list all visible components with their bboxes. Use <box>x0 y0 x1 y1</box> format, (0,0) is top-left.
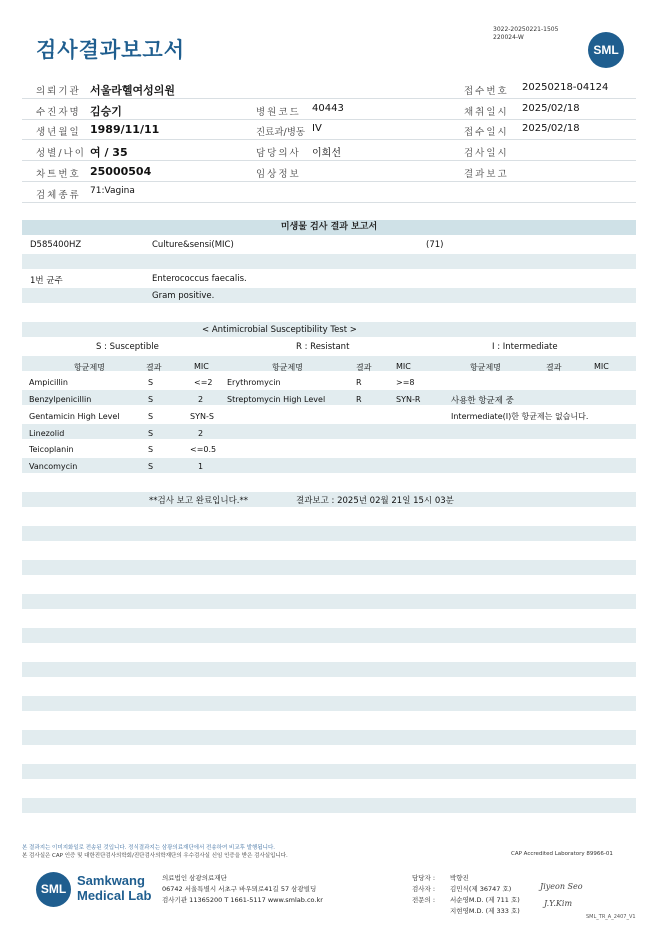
legend-susceptible: S : Susceptible <box>96 342 159 352</box>
col-mic-mid: MIC <box>396 362 411 371</box>
report-time: 결과보고 : 2025년 02월 21일 15시 03분 <box>296 496 454 506</box>
col-result-mid: 결과 <box>356 363 372 372</box>
institution-value: 서울라헬여성의원 <box>90 84 176 97</box>
sml-logo-bottom: SML <box>36 872 71 907</box>
sex-age-label: 성별/나이 <box>36 148 86 159</box>
band <box>22 628 636 643</box>
signature-1: Jiyeon Seo <box>540 882 583 891</box>
intermediate-note-1: 사용한 항균제 중 <box>451 396 514 406</box>
doctor-label: 담당의사 <box>256 148 301 159</box>
section-title: 미생물 검사 결과 보고서 <box>280 222 378 232</box>
band <box>22 254 636 269</box>
info-row-3 <box>22 120 636 140</box>
col-mic-left: MIC <box>194 362 209 371</box>
band <box>22 730 636 745</box>
band <box>22 526 636 541</box>
col-mic-right: MIC <box>594 362 609 371</box>
receipt-no-value: 20250218-04124 <box>522 82 609 93</box>
band <box>22 696 636 711</box>
test-number: (71) <box>426 240 444 250</box>
report-complete: **검사 보고 완료입니다.** <box>149 496 249 506</box>
organism-label: 1번 균주 <box>30 276 63 286</box>
organism-name: Enterococcus faecalis. <box>152 274 247 284</box>
specialist-value-2: 지현영M.D. (제 333 호) <box>450 907 520 915</box>
sex-age-value: 여 / 35 <box>90 146 128 159</box>
logo-line2: Medical Lab <box>77 888 152 903</box>
exam-date-label: 검사일시 <box>464 148 509 159</box>
drug-result: S <box>148 395 154 404</box>
band <box>22 356 636 371</box>
test-name: Culture&sensi(MIC) <box>152 240 234 250</box>
drug-result: S <box>148 445 154 454</box>
col-result-left: 결과 <box>146 363 162 372</box>
drug-mic: SYN-R <box>396 395 421 404</box>
drug-mic: 1 <box>198 462 204 471</box>
info-row-6 <box>22 183 636 203</box>
band <box>22 458 636 473</box>
info-row-4 <box>22 141 636 161</box>
report-label: 결과보고 <box>464 169 509 180</box>
col-drug-left: 항균제명 <box>74 363 105 372</box>
reception-value: 2025/02/18 <box>522 123 580 134</box>
col-result-right: 결과 <box>546 363 562 372</box>
drug-mic: SYN-S <box>190 412 214 421</box>
drug-result: R <box>356 378 362 387</box>
info-row-2 <box>22 100 636 120</box>
drug-name: Gentamicin High Level <box>29 412 120 421</box>
drug-mic: <=0.5 <box>190 445 217 454</box>
drug-result: R <box>356 395 362 404</box>
info-row-5 <box>22 162 636 182</box>
specialist-value-1: 서순영M.D. (제 711 호) <box>450 896 520 904</box>
institution-label: 의뢰기관 <box>36 86 81 97</box>
birth-value: 1989/11/11 <box>90 123 160 136</box>
chart-label: 차트번호 <box>36 169 81 180</box>
birth-label: 생년월일 <box>36 127 81 138</box>
address-line2: 검사기관 11365200 T 1661-5117 www.smlab.co.kr <box>162 896 323 904</box>
band <box>22 288 636 303</box>
dept-value: IV <box>312 123 322 134</box>
drug-mic: <=2 <box>194 378 213 387</box>
drug-result: S <box>148 412 154 421</box>
document-code-line1: 3022-20250221-1505 <box>493 26 559 33</box>
reception-label: 접수일시 <box>464 127 509 138</box>
specialist-label: 전문의 : <box>412 896 436 904</box>
drug-mic: >=8 <box>396 378 415 387</box>
collection-label: 채취일시 <box>464 107 509 118</box>
ward-code-value: 40443 <box>312 103 344 114</box>
form-code: SML_TR_A_2407_V1 <box>586 914 636 920</box>
band <box>22 662 636 677</box>
drug-name: Benzylpenicillin <box>29 395 92 404</box>
person-label: 담당자 : <box>412 874 436 882</box>
legend-intermediate: I : Intermediate <box>492 342 558 352</box>
drug-result: S <box>148 378 154 387</box>
specimen-value: 71:Vagina <box>90 186 135 196</box>
drug-name: Ampicillin <box>29 378 68 387</box>
band <box>22 798 636 813</box>
drug-result: S <box>148 462 154 471</box>
legend-resistant: R : Resistant <box>296 342 350 352</box>
examiner-value: 김민식(제 36747 호) <box>450 885 512 893</box>
chart-value: 25000504 <box>90 165 152 178</box>
receipt-no-label: 접수번호 <box>464 86 509 97</box>
drug-result: S <box>148 429 154 438</box>
person-value: 박향진 <box>450 874 469 882</box>
ast-title: < Antimicrobial Susceptibility Test > <box>202 325 357 335</box>
samkwang-logo-text <box>77 873 151 903</box>
address-line1: 06742 서울특별시 서초구 바우뫼로41길 57 삼광빌딩 <box>162 885 317 893</box>
page-title: 검사결과보고서 <box>36 38 186 62</box>
test-code: D585400HZ <box>30 240 82 250</box>
gram-stain: Gram positive. <box>152 291 215 301</box>
document-code <box>493 26 558 42</box>
specimen-label: 검체종류 <box>36 190 81 201</box>
dept-label: 진료과/병동 <box>256 127 306 138</box>
clinical-label: 임상정보 <box>256 169 301 180</box>
patient-value: 김승기 <box>90 105 122 118</box>
drug-name: Linezolid <box>29 429 65 438</box>
footer-note-2: 본 검사실은 CAP 인증 및 대한진단검사의학회/진단검사의학재단의 우수검사실 신임 인증을 받은 검사실입니다. <box>22 853 288 859</box>
drug-name: Erythromycin <box>227 378 281 387</box>
band <box>22 424 636 439</box>
col-drug-mid: 항균제명 <box>272 363 303 372</box>
examiner-label: 검사자 : <box>412 885 436 893</box>
cap-accreditation: CAP Accredited Laboratory 89966-01 <box>511 851 613 857</box>
drug-mic: 2 <box>198 429 204 438</box>
collection-value: 2025/02/18 <box>522 103 580 114</box>
drug-name: Teicoplanin <box>29 445 74 454</box>
col-drug-right: 항균제명 <box>470 363 501 372</box>
doctor-value: 이희선 <box>312 148 341 159</box>
band <box>22 764 636 779</box>
ward-code-label: 병원코드 <box>256 107 301 118</box>
band <box>22 560 636 575</box>
drug-name: Vancomycin <box>29 462 78 471</box>
band <box>22 594 636 609</box>
drug-mic: 2 <box>198 395 204 404</box>
org-name: 의료법인 삼광의료재단 <box>162 874 227 882</box>
drug-name: Streptomycin High Level <box>227 395 326 404</box>
signature-2: J.Y.Kim <box>544 899 573 908</box>
band <box>22 390 636 405</box>
document-code-line2: 220024-W <box>493 34 524 41</box>
sml-logo: SML <box>588 32 624 68</box>
footer-note-1: 본 결과지는 이미지화일로 전송된 것입니다. 정식결과지는 삼광의료재단에서 전송하여 비교후 발행됩니다. <box>22 845 276 851</box>
info-row-1 <box>22 79 636 99</box>
logo-line1: Samkwang <box>77 873 145 888</box>
intermediate-note-2: Intermediate(I)한 항균제는 없습니다. <box>451 412 589 421</box>
patient-label: 수진자명 <box>36 107 81 118</box>
